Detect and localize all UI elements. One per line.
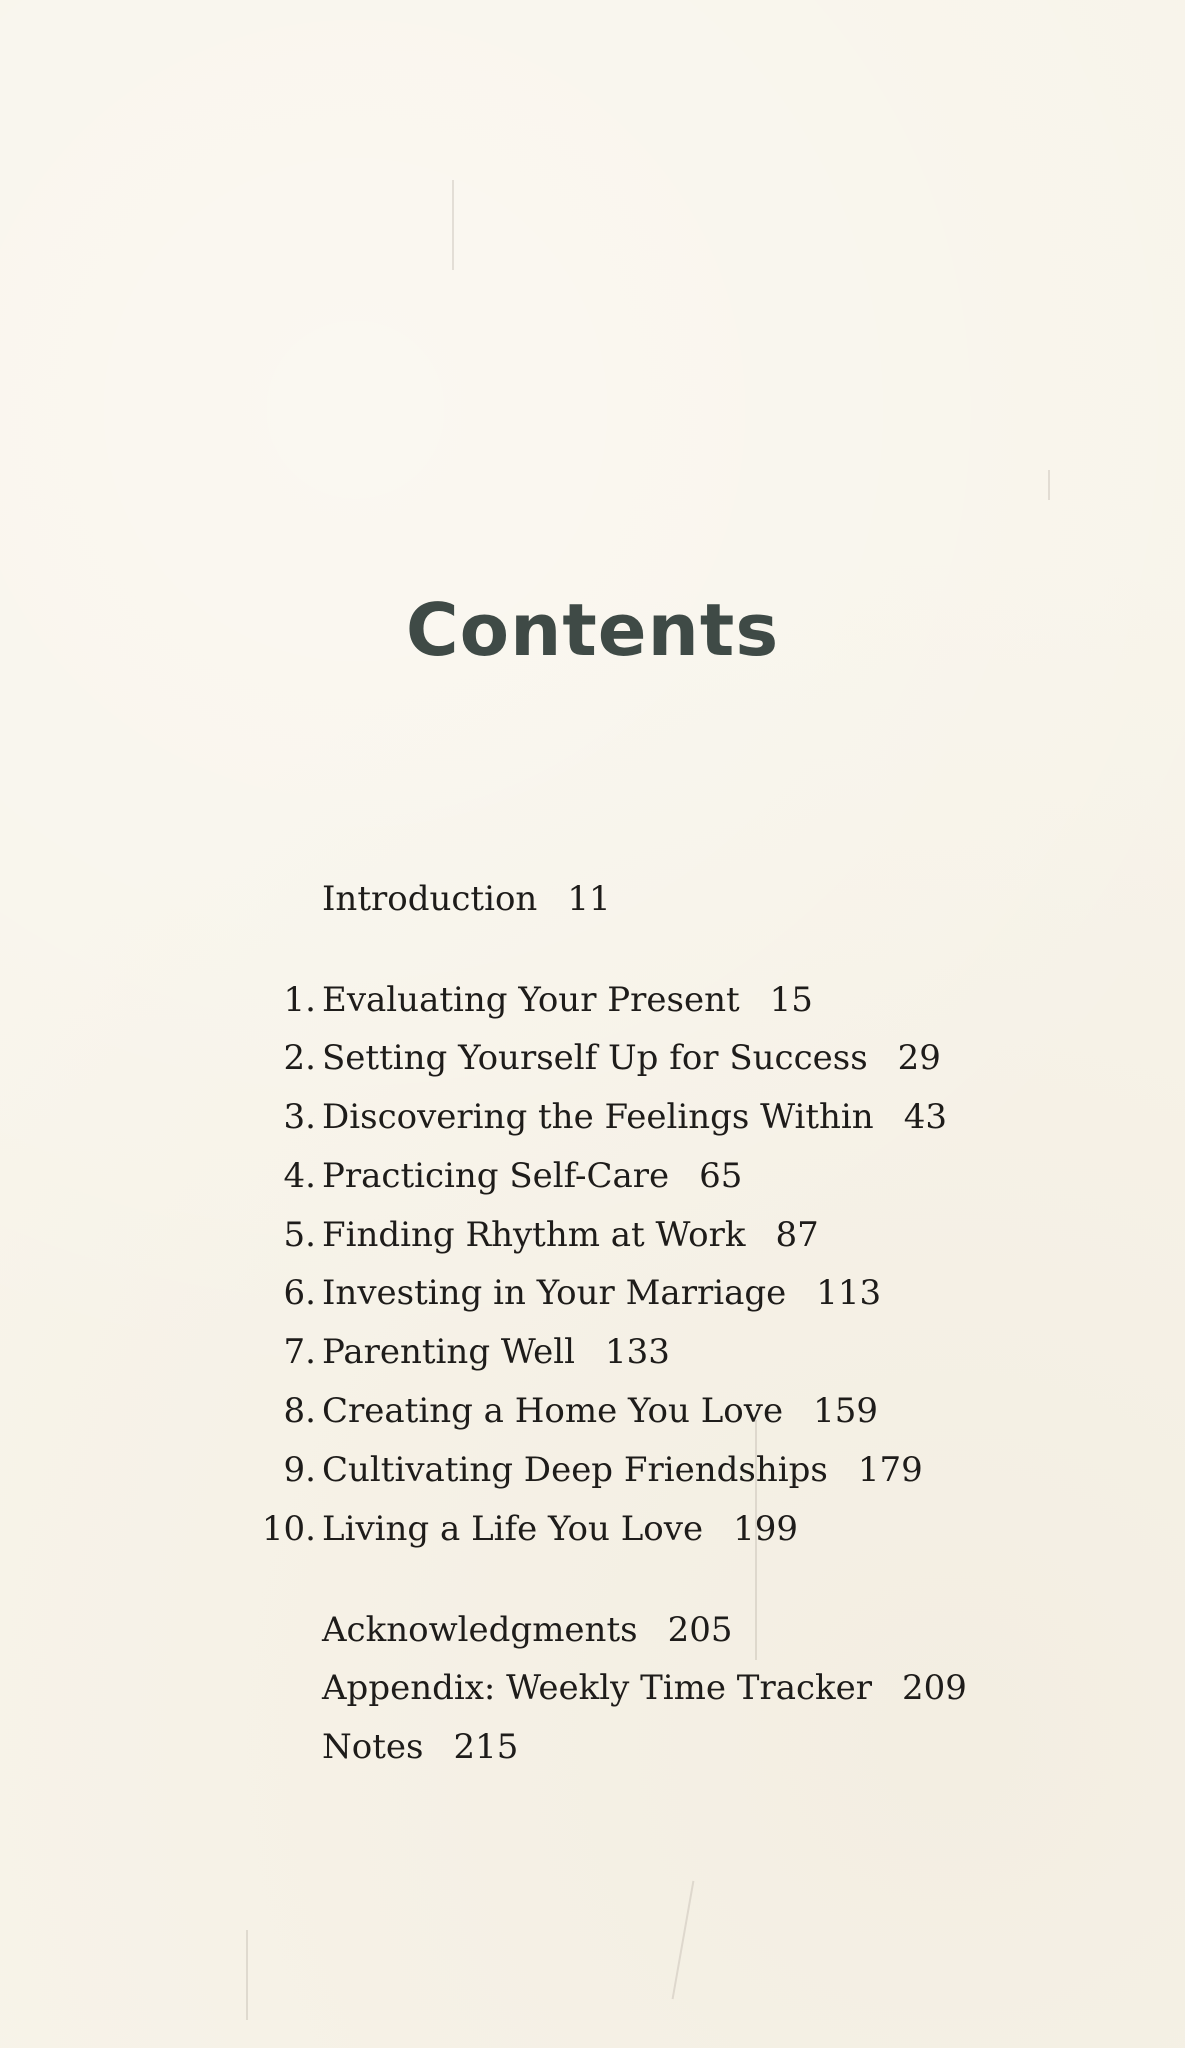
entry-page-number: 215 — [453, 1727, 519, 1767]
entry-page-number: 43 — [903, 1097, 947, 1137]
entry-title: Notes — [322, 1727, 424, 1767]
entry-title: Practicing Self-Care — [322, 1156, 670, 1196]
entry-title: Cultivating Deep Friendships — [322, 1450, 828, 1490]
entry-title: Creating a Home You Love — [322, 1391, 784, 1431]
scan-artifact — [672, 1881, 695, 2000]
entry-title: Discovering the Feelings Within — [322, 1097, 874, 1137]
toc-entry-appendix — [322, 1664, 967, 1712]
entry-page-number: 209 — [902, 1668, 967, 1708]
chapter-number: 3. — [283, 1097, 316, 1137]
entry-title: Evaluating Your Present — [322, 980, 740, 1020]
toc-entry-notes — [322, 1723, 518, 1771]
toc-entry-chapter — [283, 1387, 878, 1435]
toc-entry-chapter — [283, 976, 813, 1024]
entry-page-number: 133 — [604, 1332, 670, 1372]
entry-page-number: 199 — [733, 1509, 798, 1549]
entry-page-number: 11 — [567, 879, 611, 919]
toc-entry-chapter — [283, 1446, 923, 1494]
entry-title: Finding Rhythm at Work — [322, 1215, 746, 1255]
chapter-number: 9. — [283, 1450, 316, 1490]
entry-title: Parenting Well — [322, 1332, 575, 1372]
chapter-number: 1. — [283, 980, 316, 1020]
entry-page-number: 179 — [857, 1450, 923, 1490]
entry-page-number: 159 — [813, 1391, 878, 1431]
entry-title: Living a Life You Love — [322, 1509, 704, 1549]
scan-artifact — [452, 180, 454, 270]
scan-artifact — [1048, 470, 1050, 500]
chapter-number: 8. — [283, 1391, 316, 1431]
chapter-number: 4. — [283, 1156, 316, 1196]
entry-page-number: 113 — [816, 1273, 882, 1313]
page-title: Contents — [405, 588, 780, 673]
entry-title: Setting Yourself Up for Success — [322, 1038, 868, 1078]
toc-entry-chapter — [261, 1505, 798, 1553]
scan-artifact — [246, 1930, 248, 2020]
toc-entry-chapter — [283, 1269, 882, 1317]
entry-title: Acknowledgments — [322, 1610, 638, 1650]
toc-entry-chapter — [283, 1093, 947, 1141]
toc-entry-chapter — [283, 1328, 670, 1376]
entry-page-number: 29 — [897, 1038, 941, 1078]
toc-entry-introduction — [322, 875, 611, 923]
chapter-number: 6. — [283, 1273, 316, 1313]
chapter-number: 7. — [283, 1332, 316, 1372]
entry-page-number: 65 — [699, 1156, 743, 1196]
entry-title: Appendix: Weekly Time Tracker — [322, 1668, 873, 1708]
toc-entry-chapter — [283, 1034, 941, 1082]
chapter-number: 10. — [261, 1509, 316, 1549]
toc-entry-acknowledgments — [322, 1606, 732, 1654]
chapter-number: 2. — [283, 1038, 316, 1078]
entry-page-number: 205 — [667, 1610, 733, 1650]
chapter-number: 5. — [283, 1215, 316, 1255]
entry-page-number: 15 — [769, 980, 813, 1020]
entry-title: Introduction — [322, 879, 538, 919]
toc-entry-chapter — [283, 1211, 819, 1259]
entry-title: Investing in Your Marriage — [322, 1273, 787, 1313]
entry-page-number: 87 — [775, 1215, 819, 1255]
toc-entry-chapter — [283, 1152, 743, 1200]
